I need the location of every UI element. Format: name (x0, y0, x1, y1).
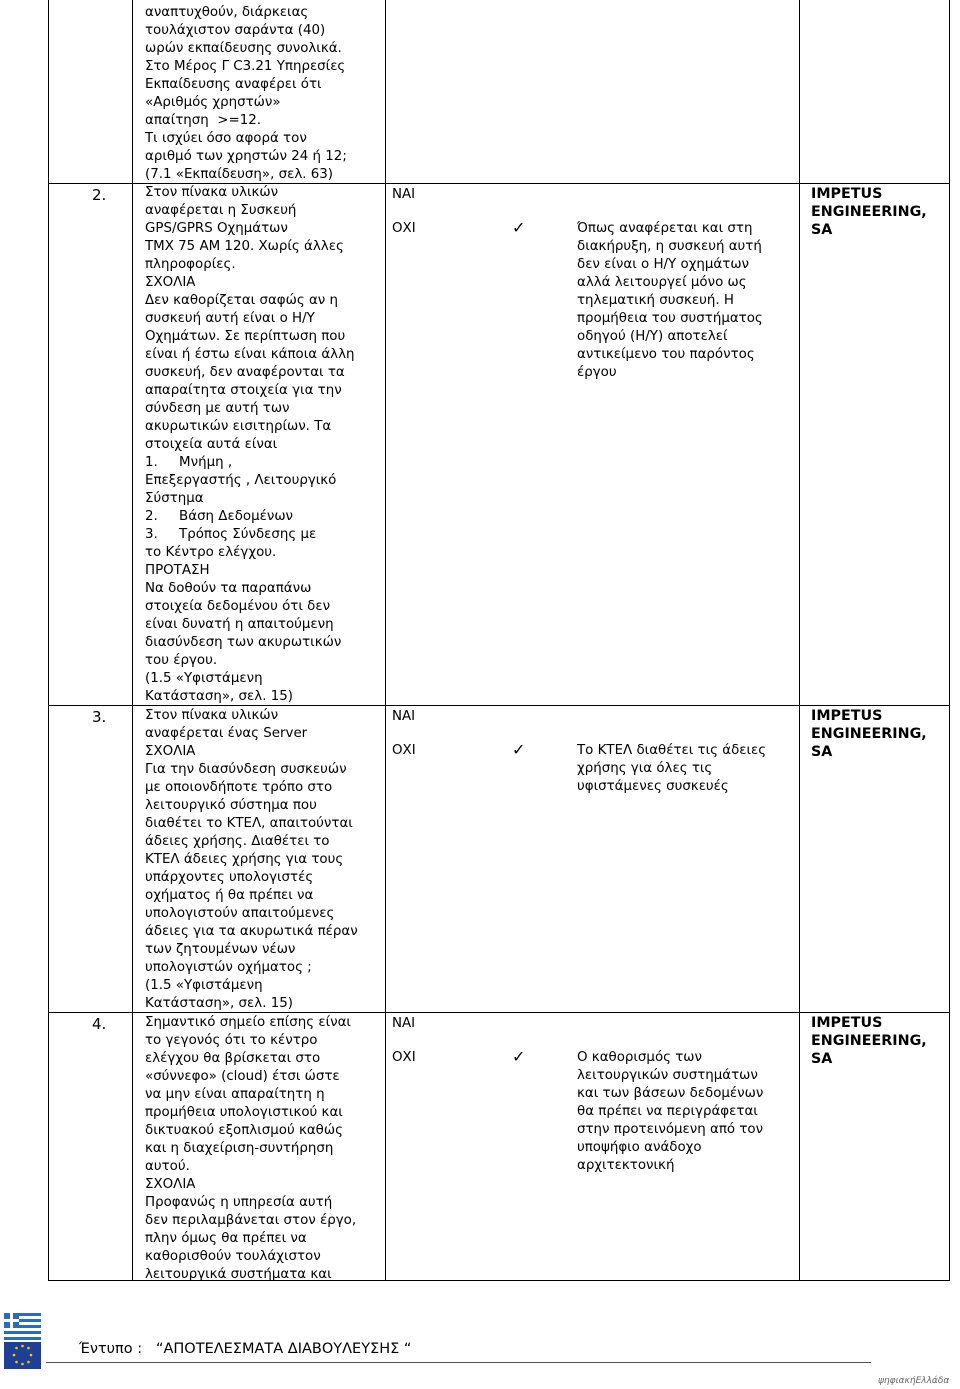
no-option: ΟΧΙ (392, 221, 416, 236)
row-number: 3. (92, 708, 107, 726)
company-name: IMPETUS ENGINEERING, SA (811, 186, 927, 238)
no-option: ΟΧΙ (392, 743, 416, 758)
company-name: IMPETUS ENGINEERING, SA (811, 708, 927, 760)
check-icon: ✓ (512, 1047, 526, 1066)
yes-option: ΝΑΙ (392, 1016, 416, 1031)
digital-greece-logo: ψηφιακήΕλλάδα (878, 1376, 950, 1386)
question-text: Στον πίνακα υλικών αναφέρεται η Συσκευή GPS/GPRS Οχημάτων TMX 75 AM 120. Χωρίς άλλες πληροφορίες. ΣΧΟΛΙΑ Δεν καθορίζεται σαφώς αν η συσκευή αυτή είναι ο Η/Υ Οχημάτων. Σε περίπτωση που είναι ή έστω είναι κάποια άλλη συσκευή, δεν αναφέρονται τα απαραίτητα στοιχεία για την σύνδεση με αυτή των ακυρωτικών εισιτηρίων. Τα στοιχεία αυτά είναι 1. Μνήμη , Επεξεργαστής , Λειτουργικό Σύστημα 2. Βάση Δεδομένων 3. Τρόπος Σύνδεσης με το Κέντρο ελέγχου. ΠΡΟΤΑΣΗ Να δοθούν τα παραπάνω στοιχεία δεδομένου ότι δεν είναι δυνατή η απαιτούμενη διασύνδεση των ακυρωτικών του έργου. (1.5 «Υφιστάμενη Κατάσταση», σελ. 15) (145, 185, 355, 704)
check-icon: ✓ (512, 218, 526, 237)
footer-form-label: Έντυπο : “ΑΠΟΤΕΛΕΣΜΑΤΑ ΔΙΑΒΟΥΛΕΥΣΗΣ “ (79, 1341, 412, 1357)
greek-eu-flag-icon (4, 1313, 41, 1369)
answer-text: Ο καθορισμός των λειτουργικών συστημάτων και των βάσεων δεδομένων θα πρέπει να περιγράφεται στην προτεινόμενη από τον υποψήφιο ανάδοχο αρχιτεκτονική (577, 1050, 764, 1173)
question-text: αναπτυχθούν, διάρκειας τουλάχιστον σαράντα (40) ωρών εκπαίδευσης συνολικά. Στο Μέρος Γ C3.21 Υπηρεσίες Εκπαίδευσης αναφέρει ότι «Αριθμός χρηστών» απαίτηση >=12. Τι ισχύει όσο αφορά τον αριθμό των χρηστών 24 ή 12; (7.1 «Εκπαίδευση», σελ. 63) (145, 5, 347, 182)
yes-option: ΝΑΙ (392, 709, 416, 724)
row-number: 2. (92, 186, 107, 204)
row-number: 4. (92, 1015, 107, 1033)
table-divider (385, 0, 386, 1280)
answer-text: Όπως αναφέρεται και στη διακήρυξη, η συσκευή αυτή δεν είναι ο Η/Υ οχημάτων αλλά λειτουργεί μόνο ως τηλεματική συσκευή. Η προμήθεια του συστήματος οδηγού (Η/Υ) αποτελεί αντικείμενο του παρόντος έργου (577, 221, 763, 380)
table-divider (132, 0, 133, 1280)
no-option: ΟΧΙ (392, 1050, 416, 1065)
answer-text: Το ΚΤΕΛ διαθέτει τις άδειες χρήσης για όλες τις υφιστάμενες συσκευές (577, 743, 767, 794)
yes-option: ΝΑΙ (392, 187, 416, 202)
company-name: IMPETUS ENGINEERING, SA (811, 1015, 927, 1067)
question-text: Στον πίνακα υλικών αναφέρεται ένας Server ΣΧΟΛΙΑ Για την διασύνδεση συσκευών με οποιονδήποτε τρόπο στο λειτουργικό σύστημα που διαθέτει το ΚΤΕΛ, απαιτούνται άδειες χρήσης. Διαθέτει το ΚΤΕΛ άδειες χρήσης για τους υπάρχοντες υπολογιστές οχήματος ή θα πρέπει να υπολογιστούν απαιτούμενες άδειες για τα ακυρωτικά πέραν των ζητουμένων νέων υπολογιστών οχήματος ; (1.5 «Υφιστάμενη Κατάσταση», σελ. 15) (145, 708, 358, 1011)
table-divider (799, 0, 800, 1280)
check-icon: ✓ (512, 740, 526, 759)
footer-divider (46, 1362, 871, 1363)
question-text: Σημαντικό σημείο επίσης είναι το γεγονός ότι το κέντρο ελέγχου θα βρίσκεται στο «σύννεφο» (cloud) έτσι ώστε να μην είναι απαραίτητη η προμήθεια υπολογιστικού και δικτυακού εξοπλισμού καθώς και η διαχείριση-συντήρηση αυτού. ΣΧΟΛΙΑ Προφανώς η υπηρεσία αυτή δεν περιλαμβάνεται στον έργο, πλην όμως θα πρέπει να καθορισθούν τουλάχιστον λειτουργικά συστήματα και (145, 1015, 357, 1282)
